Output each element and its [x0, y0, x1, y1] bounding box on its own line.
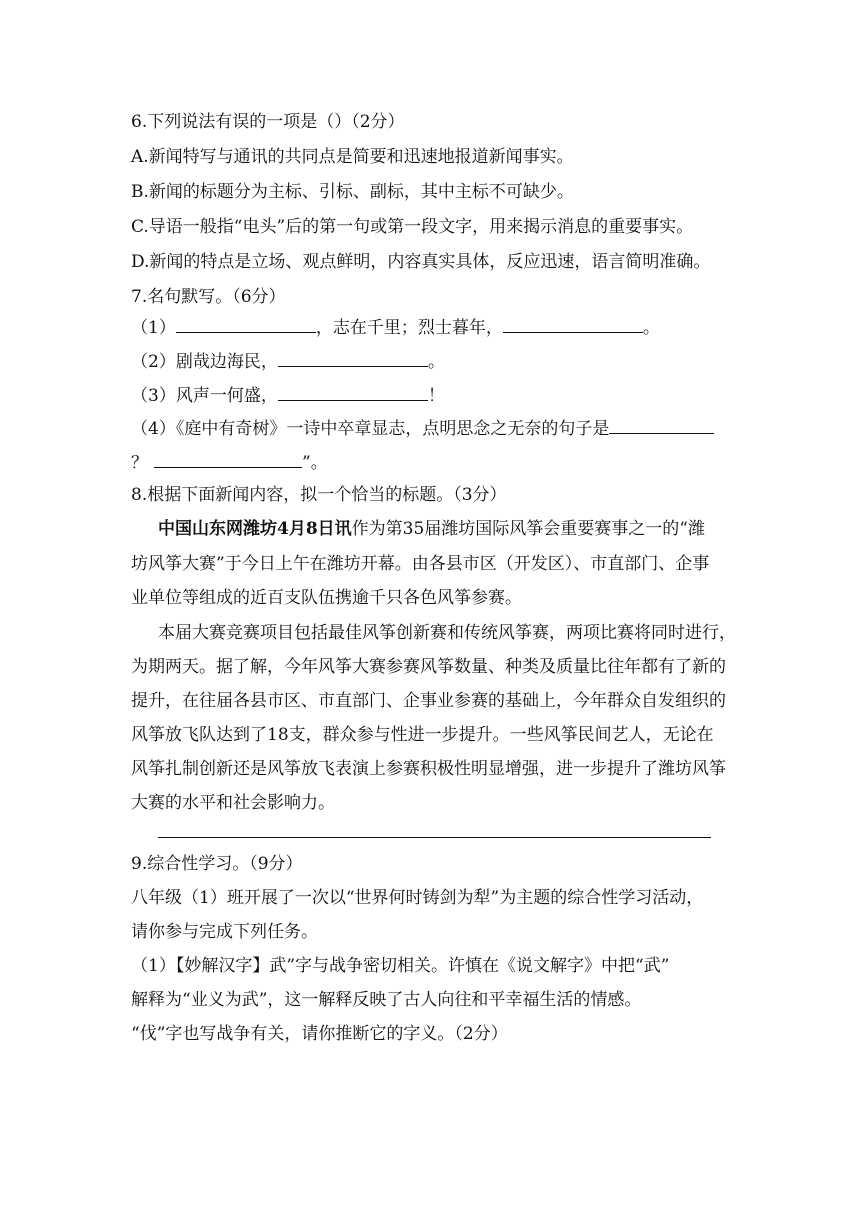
answer-blank[interactable]	[154, 449, 302, 468]
news-paragraph-1-line-1	[158, 517, 705, 541]
q7-item-3-text: （3）风声一何盛，	[131, 386, 278, 406]
q7-item-1-number: （1）	[131, 318, 176, 338]
answer-blank[interactable]	[503, 314, 643, 333]
punctuation: ？	[131, 453, 148, 473]
news-paragraph-2-line-2: 为期两天。据了解，今年风筝大赛参赛风筝数量、种类及质量比往年都有了新的	[131, 657, 726, 677]
q9-heading: 9.综合性学习。（9分）	[131, 854, 303, 874]
q7-item-2-text: （2）剧哉边海民，	[131, 352, 278, 372]
q9-task-1-line-1: （1）【妙解汉字】武”字与战争密切相关。许慎在《说文解字》中把“武”	[131, 956, 670, 976]
q6-option-b: B.新闻的标题分为主标、引标、副标，其中主标不可缺少。	[131, 182, 574, 202]
q7-item-4-continued	[131, 449, 328, 475]
punctuation: ”。	[302, 453, 328, 473]
news-paragraph-2-line-6: 大赛的水平和社会影响力。	[131, 793, 335, 813]
news-paragraph-2-line-3: 提升，在往届各县市区、市直部门、企事业参赛的基础上，今年群众自发组织的	[131, 691, 726, 711]
news-text: 作为第35届潍坊国际风筝会重要赛事之一的“潍	[351, 519, 705, 539]
q6-option-d: D.新闻的特点是立场、观点鲜明，内容真实具体，反应迅速，语言简明准确。	[131, 252, 711, 272]
q6-heading: 6.下列说法有误的一项是（）（2分）	[131, 112, 405, 132]
q6-option-a: A.新闻特写与通讯的共同点是简要和迅速地报道新闻事实。	[131, 147, 574, 167]
answer-blank[interactable]	[278, 348, 428, 367]
q8-heading: 8.根据下面新闻内容，拟一个恰当的标题。（3分）	[131, 485, 507, 505]
news-paragraph-1-line-3: 业单位等组成的近百支队伍携逾千只各色风筝参赛。	[131, 588, 522, 608]
q9-intro-line-1: 八年级（1）班开展了一次以“世界何时铸剑为犁”为主题的综合性学习活动，	[131, 888, 704, 908]
punctuation: 。	[642, 318, 660, 338]
news-paragraph-1-line-2: 坊风筝大赛”于今日上午在潍坊开幕。由各县市区（开发区）、市直部门、企事	[131, 554, 710, 574]
answer-blank[interactable]	[609, 415, 714, 434]
q9-task-1-line-2: 解释为“业义为武”，这一解释反映了古人向往和平幸福生活的情感。	[131, 990, 642, 1010]
answer-blank[interactable]	[176, 314, 316, 333]
q7-item-4	[131, 415, 714, 441]
q7-item-1	[131, 314, 660, 340]
q7-item-4-text: （4）《庭中有奇树》一诗中卒章显志，点明思念之无奈的句子是	[131, 419, 610, 439]
q9-intro-line-2: 请你参与完成下列任务。	[131, 922, 318, 942]
q6-option-c: C.导语一般指“电头”后的第一句或第一段文字，用来揭示消息的重要事实。	[131, 217, 694, 237]
news-paragraph-2-line-5: 风筝扎制创新还是风筝放飞表演上参赛积极性明显增强，进一步提升了潍坊风筝	[131, 759, 726, 779]
q7-heading: 7.名句默写。（6分）	[131, 287, 286, 307]
q7-item-3	[131, 382, 445, 408]
news-paragraph-2-line-4: 风筝放飞队达到了18支，群众参与性进一步提升。一些风筝民间艺人，无论在	[131, 725, 714, 745]
punctuation: 。	[427, 352, 445, 372]
q7-item-2	[131, 348, 445, 374]
answer-blank[interactable]	[278, 382, 428, 401]
news-paragraph-2-line-1: 本届大赛竞赛项目包括最佳风筝创新赛和传统风筝赛，两项比赛将同时进行，	[158, 623, 736, 643]
answer-line[interactable]	[158, 837, 711, 838]
news-dateline: 中国山东网潍坊4月8日讯	[158, 519, 352, 539]
punctuation: ！	[427, 386, 445, 406]
q7-item-1-text: ，志在千里；烈士暮年，	[315, 318, 503, 338]
q9-task-1-line-3: “伐”字也写战争有关，请你推断它的字义。（2分）	[131, 1024, 508, 1044]
